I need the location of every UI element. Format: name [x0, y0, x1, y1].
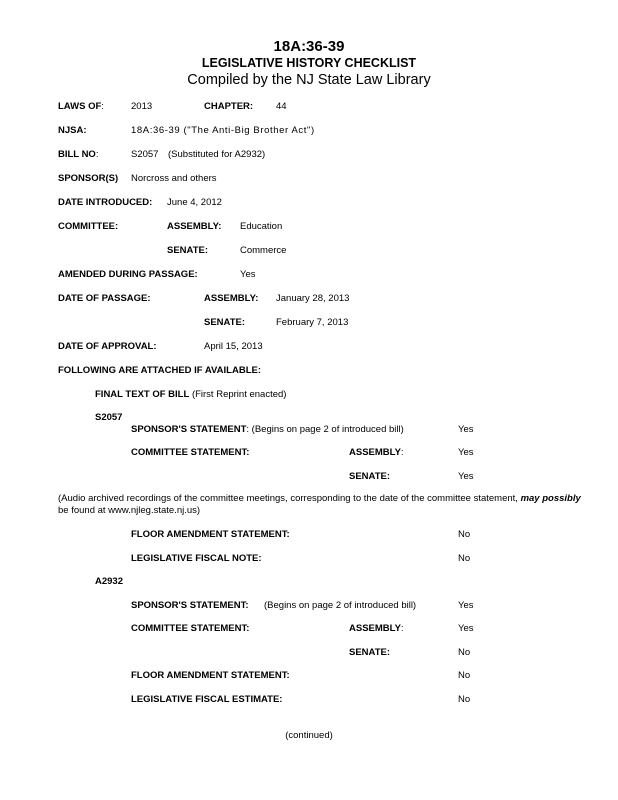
chapter-label: CHAPTER: [204, 101, 254, 112]
a2932-sponsor-row [0, 598, 618, 614]
a2932-sponsor-note: (Begins on page 2 of introduced bill) [264, 600, 417, 611]
a2932-bill-label: A2932 [95, 576, 123, 587]
audio-archive-note [58, 493, 603, 517]
committee-senate-value: Commerce [240, 245, 287, 256]
s2057-assembly-label: ASSEMBLY [349, 447, 401, 458]
s2057-senate-row [0, 469, 618, 485]
audio-note-link-text: be found at www.njleg.state.nj.us) [58, 505, 201, 516]
attached-heading-row [0, 363, 618, 379]
s2057-floor-label: FLOOR AMENDMENT STATEMENT: [131, 529, 290, 540]
a2932-floor-value: No [458, 670, 471, 681]
laws-of-value: 2013 [131, 101, 153, 112]
sponsors-label: SPONSOR(S) [58, 173, 119, 184]
a2932-sponsor-label: SPONSOR'S STATEMENT: [131, 600, 249, 611]
a2932-committee-row: COMMITTEE STATEMENT: ASSEMBLY: Yes [0, 621, 618, 637]
continued-footer: (continued) [285, 730, 333, 741]
committee-senate-label: SENATE: [167, 245, 208, 256]
audio-note-text: (Audio archived recordings of the committee meetings, corresponding to the date of the committee statement, [58, 493, 521, 504]
date-of-approval-label: DATE OF APPROVAL: [58, 341, 157, 352]
a2932-fiscal-row [0, 692, 618, 708]
substituted-note: (Substituted for A2932) [168, 149, 266, 160]
page-title: 18A:36-39 [273, 38, 345, 55]
date-introduced-label: DATE INTRODUCED: [58, 197, 153, 208]
a2932-floor-row [0, 668, 618, 684]
a2932-fiscal-label: LEGISLATIVE FISCAL ESTIMATE: [131, 694, 283, 705]
bill-no-label: BILL NO [58, 149, 96, 160]
final-text-value: (First Reprint enacted) [191, 389, 287, 400]
s2057-bill-label: S2057 [95, 412, 123, 423]
passage-assembly-value: January 28, 2013 [276, 293, 350, 304]
s2057-senate-label: SENATE: [349, 471, 390, 482]
a2932-senate-label: SENATE: [349, 647, 390, 658]
bill-no-value: S2057 [131, 149, 159, 160]
date-introduced-row [0, 195, 618, 211]
a2932-committee-label: COMMITTEE STATEMENT: [131, 623, 250, 634]
s2057-assembly-value: Yes [458, 447, 474, 458]
final-text-label: FINAL TEXT OF BILL [95, 389, 190, 400]
passage-senate-row [0, 315, 618, 331]
a2932-fiscal-value: No [458, 694, 471, 705]
laws-of-row: LAWS OF: 2013 CHAPTER: 44 [0, 99, 618, 115]
s2057-fiscal-label: LEGISLATIVE FISCAL NOTE: [131, 553, 262, 564]
date-introduced-value: June 4, 2012 [167, 197, 222, 208]
s2057-floor-value: No [458, 529, 471, 540]
amended-label: AMENDED DURING PASSAGE: [58, 269, 198, 280]
a2932-floor-label: FLOOR AMENDMENT STATEMENT: [131, 670, 290, 681]
s2057-sponsor-label: SPONSOR'S STATEMENT [131, 424, 247, 435]
bill-no-row: BILL NO: S2057 (Substituted for A2932) [0, 147, 618, 163]
njsa-value: 18A:36-39 ("The Anti-Big Brother Act") [131, 125, 315, 136]
passage-assembly-row [0, 291, 618, 307]
attached-heading: FOLLOWING ARE ATTACHED IF AVAILABLE: [58, 365, 261, 376]
committee-assembly-label: ASSEMBLY: [167, 221, 222, 232]
njsa-label: NJSA: [58, 125, 87, 136]
s2057-fiscal-value: No [458, 553, 471, 564]
s2057-floor-row [0, 527, 618, 543]
a2932-heading-row [0, 574, 618, 590]
s2057-committee-label: COMMITTEE STATEMENT: [131, 447, 250, 458]
a2932-sponsor-value: Yes [458, 600, 474, 611]
a2932-senate-row [0, 645, 618, 661]
chapter-value: 44 [276, 101, 287, 112]
a2932-assembly-value: Yes [458, 623, 474, 634]
audio-note-emphasis: may possibly [520, 493, 581, 504]
committee-assembly-row [0, 219, 618, 235]
committee-assembly-value: Education [240, 221, 283, 232]
s2057-sponsor-note: : (Begins on page 2 of introduced bill) [246, 424, 404, 435]
approval-row [0, 339, 618, 355]
a2932-senate-value: No [458, 647, 471, 658]
s2057-senate-value: Yes [458, 471, 474, 482]
s2057-fiscal-row [0, 551, 618, 567]
date-of-passage-label: DATE OF PASSAGE: [58, 293, 151, 304]
s2057-committee-row: COMMITTEE STATEMENT: ASSEMBLY: Yes [0, 445, 618, 461]
passage-senate-value: February 7, 2013 [276, 317, 349, 328]
njsa-row [0, 123, 618, 139]
checklist-heading: LEGISLATIVE HISTORY CHECKLIST [201, 56, 417, 70]
amended-row [0, 267, 618, 283]
passage-senate-label: SENATE: [204, 317, 245, 328]
compiled-by: Compiled by the NJ State Law Library [187, 72, 431, 88]
a2932-assembly-label: ASSEMBLY [349, 623, 401, 634]
date-of-approval-value: April 15, 2013 [204, 341, 263, 352]
passage-assembly-label: ASSEMBLY: [204, 293, 259, 304]
final-text-row [0, 387, 618, 403]
sponsors-row [0, 171, 618, 187]
s2057-sponsor-value: Yes [458, 424, 474, 435]
amended-value: Yes [240, 269, 256, 280]
laws-of-label: LAWS OF [58, 101, 102, 112]
committee-senate-row [0, 243, 618, 259]
s2057-sponsor-row [0, 422, 618, 438]
committee-label: COMMITTEE: [58, 221, 119, 232]
sponsors-value: Norcross and others [131, 173, 217, 184]
